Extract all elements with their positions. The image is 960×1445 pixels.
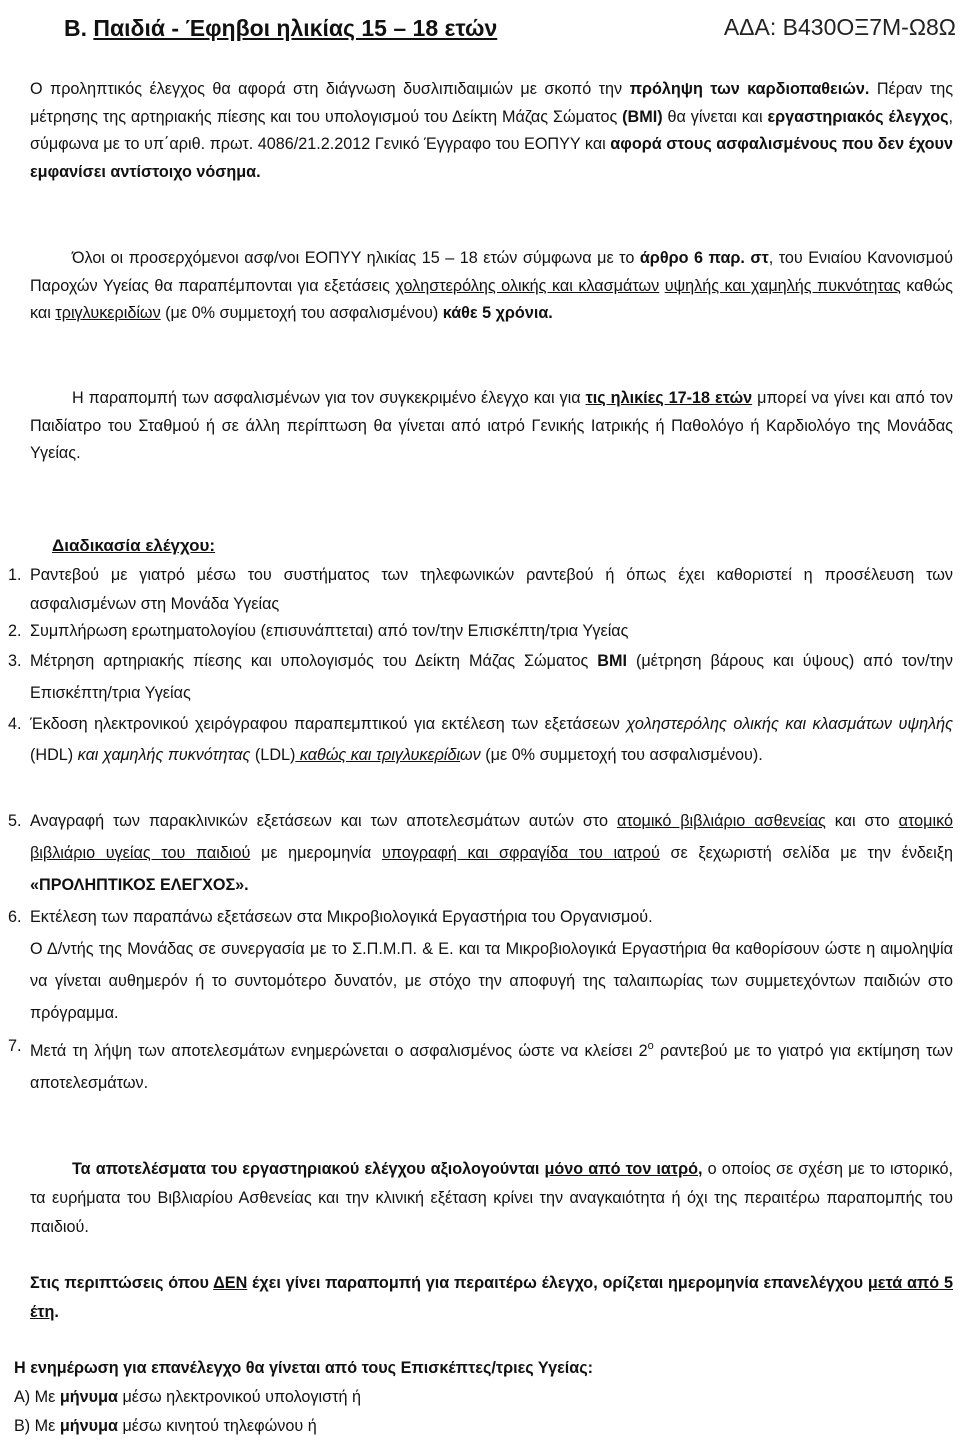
notification-option-b: Β) Με μήνυμα μέσω κινητού τηλεφώνου ή	[14, 1417, 317, 1435]
section-title	[64, 15, 497, 42]
procedure-step-4: 4. Έκδοση ηλεκτρονικού χειρόγραφου παραπεμπτικού για εκτέλεση των εξετάσεων χοληστερόλης ολικής και κλασμάτων υψηλής (HDL) και χαμηλής πυκνότητας (LDL) καθώς και τριγλυκερίδιων (με 0% συμμετοχή του ασφαλισμένου).	[8, 715, 953, 764]
ada-code: ΑΔΑ: Β430ΟΞ7Μ-Ω8Ω	[723, 14, 956, 40]
procedure-step-6: 6. Εκτέλεση των παραπάνω εξετάσεων στα Μικροβιολογικά Εργαστήρια του Οργανισμού. Ο Δ/ντής της Μονάδας σε συνεργασία με το Σ.Π.Μ.Π. & Ε. και τα Μικροβιολογικά Εργαστήρια θα καθορίσουν ώστε η αιμοληψία να γίνεται αυθημερόν ή το συντομότερο δυνατόν, με στόχο την αποφυγή της ταλαιπωρίας των συμμετεχόντων παιδιών στο πρόγραμμα.	[8, 908, 953, 1022]
intro-paragraph: Ο προληπτικός έλεγχος θα αφορά στη διάγνωση δυσλιπιδαιμιών με σκοπό την πρόληψη των καρδιοπαθειών. Πέραν της μέτρησης της αρτηριακής πίεσης και του υπολογισμού του Δείκτη Μάζας Σώματος (BMI) θα γίνεται και εργαστηριακός έλεγχος, σύμφωνα με το υπ΄αριθ. πρωτ. 4086/21.2.2012 Γενικό Έγγραφο του ΕΟΠΥΥ και αφορά στους ασφαλισμένους που δεν έχουν εμφανίσει αντίστοιχο νόσημα.	[30, 80, 954, 181]
notification-block	[14, 1354, 953, 1441]
procedure-step-2: 2. Συμπλήρωση ερωτηματολογίου (επισυνάπτεται) από τον/την Επισκέπτη/τρια Υγείας	[8, 622, 629, 640]
referral-paragraph: Η παραπομπή των ασφαλισμένων για τον συγκεκριμένο έλεγχο και για τις ηλικίες 17-18 ετών μπορεί να γίνει και από τον Παιδίατρο του Σταθμού ή σε άλλη περίπτωση θα γίνεται από ιατρό Γενικής Ιατρικής ή Παθολόγο ή Καρδιολόγο της Μονάδας Υγείας.	[30, 389, 953, 462]
procedure-step-3: 3. Μέτρηση αρτηριακής πίεσης και υπολογισμός του Δείκτη Μάζας Σώματος BMI (μέτρηση βάρους και ύψους) από τον/την Επισκέπτη/τρια Υγείας	[8, 652, 953, 702]
procedure-step-1: 1. Ραντεβού με γιατρό μέσω του συστήματος των τηλεφωνικών ραντεβού ή όπως έχει καθοριστεί η προσέλευση των ασφαλισμένων στη Μονάδα Υγείας	[8, 566, 953, 613]
procedure-step-7: 7. Μετά τη λήψη των αποτελεσμάτων ενημερώνεται ο ασφαλισμένος ώστε να κλείσει $2^o$ ραντεβού με το γιατρό για εκτίμηση των αποτελεσμάτων.	[8, 1037, 953, 1092]
recheck-paragraph: Στις περιπτώσεις όπου ΔΕΝ έχει γίνει παραπομπή για περαιτέρω έλεγχο, ορίζεται ημερομηνία επανελέγχου μετά από 5 έτη.	[30, 1274, 953, 1321]
procedure-title: Διαδικασία ελέγχου:	[52, 536, 216, 555]
evaluation-paragraph: Τα αποτελέσματα του εργαστηριακού ελέγχου αξιολογούνται μόνο από τον ιατρό, ο οποίος σε σχέση με το ιστορικό, τα ευρήματα του Βιβλιαρίου Ασθενείας και την κλινική εξέταση κρίνει την αναγκαιότητα ή όχι της περαιτέρω παραπομπής του παιδιού.	[30, 1160, 953, 1236]
notification-title: Η ενημέρωση για επανέλεγχο θα γίνεται από τους Επισκέπτες/τριες Υγείας:	[14, 1359, 594, 1377]
procedure-step-5: 5. Αναγραφή των παρακλινικών εξετάσεων και των αποτελεσμάτων αυτών στο ατομικό βιβλιάριο ασθενείας και στο ατομικό βιβλιάριο υγείας του παιδιού με ημερομηνία υπογραφή και σφραγίδα του ιατρού σε ξεχωριστή σελίδα με την ένδειξη «ΠΡΟΛΗΠΤΙΚΟΣ ΕΛΕΓΧΟΣ».	[8, 812, 953, 894]
eligibility-paragraph: Όλοι οι προσερχόμενοι ασφ/νοι ΕΟΠΥΥ ηλικίας 15 – 18 ετών σύμφωνα με το άρθρο 6 παρ. στ, του Ενιαίου Κανονισμού Παροχών Υγείας θα παραπέμπονται για εξετάσεις χοληστερόλης ολικής και κλασμάτων υψηλής και χαμηλής πυκνότητας καθώς και τριγλυκεριδίων (με 0% συμμετοχή του ασφαλισμένου) κάθε 5 χρόνια.	[30, 249, 953, 322]
section-letter: Β.	[64, 15, 87, 41]
section-title-text: Παιδιά - Έφηβοι ηλικίας 15 – 18 ετών	[93, 15, 498, 41]
notification-option-a: Α) Με μήνυμα μέσω ηλεκτρονικού υπολογιστή ή	[14, 1388, 362, 1406]
